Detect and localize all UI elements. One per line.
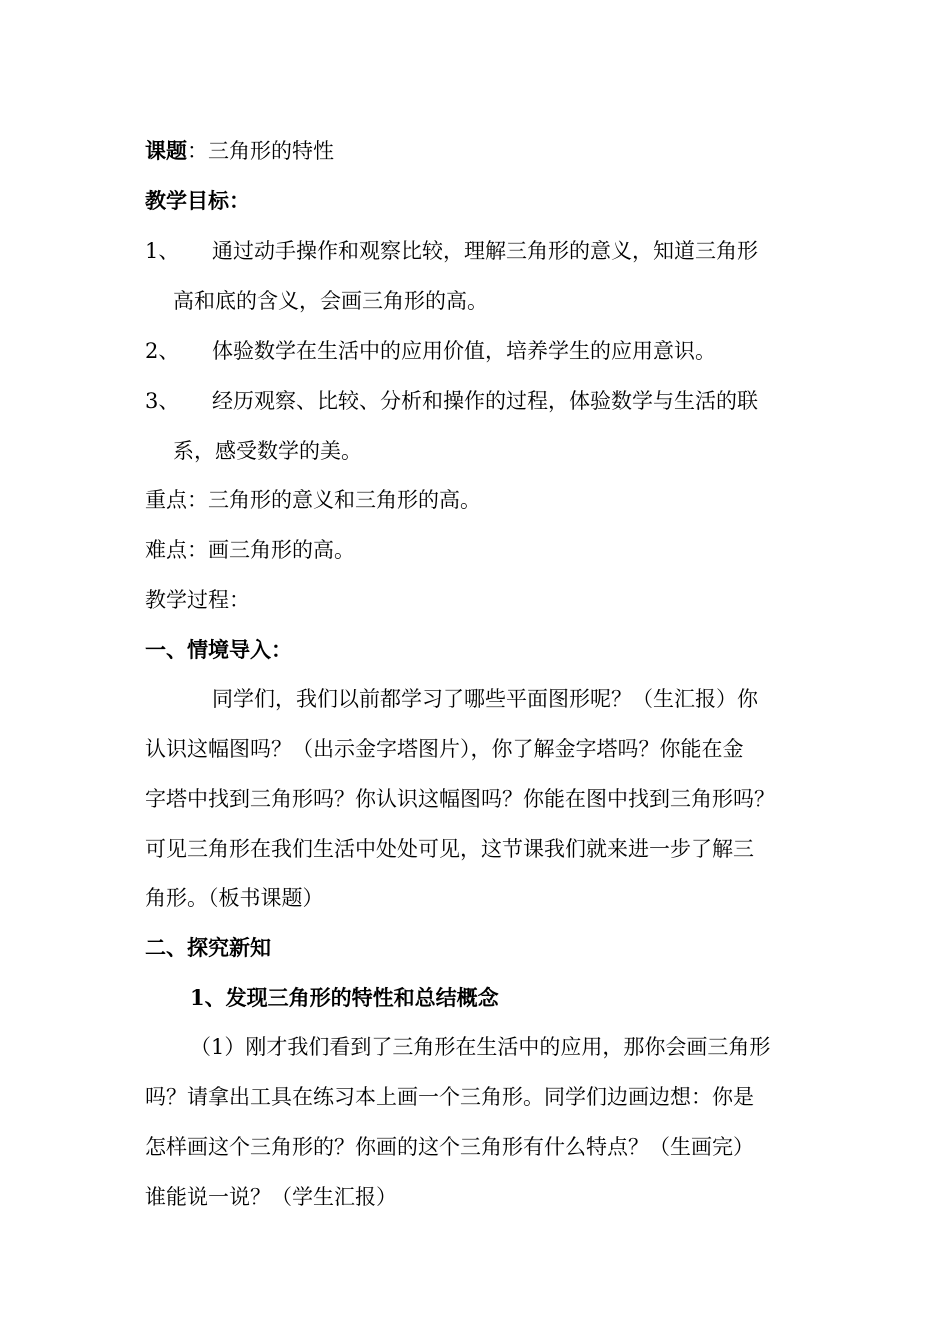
lesson-title-label: 课题	[145, 138, 187, 163]
section1-paragraph-line: 字塔中找到三角形吗？你认识这幅图吗？你能在图中找到三角形吗？	[145, 787, 775, 811]
key-point: 重点：三角形的意义和三角形的高。	[145, 488, 481, 512]
lesson-title-text: 三角形的特性	[208, 139, 334, 163]
objective-3-line2: 系，感受数学的美。	[173, 439, 362, 463]
process-heading: 教学过程：	[145, 588, 250, 612]
lesson-title-sep: ：	[187, 139, 208, 163]
section1-paragraph-line: 可见三角形在我们生活中处处可见，这节课我们就来进一步了解三	[145, 837, 754, 861]
section1-paragraph-line: 角形。（板书课题）	[145, 886, 324, 910]
difficulty: 难点：画三角形的高。	[145, 538, 355, 562]
objective-1-line2: 高和底的含义，会画三角形的高。	[173, 289, 488, 313]
subsection1-paragraph-line: 谁能说一说？（学生汇报）	[145, 1185, 397, 1209]
objective-2-number: 2、	[145, 339, 180, 363]
subsection1-paragraph-line: 吗？请拿出工具在练习本上画一个三角形。同学们边画边想：你是	[145, 1085, 754, 1109]
objectives-heading: 教学目标：	[145, 188, 250, 213]
subsection1-paragraph-line: （1）刚才我们看到了三角形在生活中的应用，那你会画三角形	[190, 1035, 771, 1059]
objective-2-line1: 体验数学在生活中的应用价值，培养学生的应用意识。	[212, 339, 716, 363]
objective-1-number: 1、	[145, 239, 180, 263]
objective-1-line1: 通过动手操作和观察比较，理解三角形的意义，知道三角形	[212, 239, 758, 263]
section1-paragraph-line: 认识这幅图吗？（出示金字塔图片），你了解金字塔吗？你能在金	[145, 737, 744, 761]
subsection1-heading: 1、发现三角形的特性和总结概念	[190, 985, 499, 1010]
section2-heading: 二、探究新知	[145, 935, 271, 960]
objective-3-line1: 经历观察、比较、分析和操作的过程，体验数学与生活的联	[212, 389, 758, 413]
lesson-title	[145, 136, 334, 166]
section1-heading: 一、情境导入：	[145, 637, 292, 662]
section1-paragraph-line: 同学们，我们以前都学习了哪些平面图形呢？（生汇报）你	[212, 687, 758, 711]
subsection1-paragraph-line: 怎样画这个三角形的？你画的这个三角形有什么特点？（生画完）	[145, 1135, 754, 1159]
objective-3-number: 3、	[145, 389, 180, 413]
